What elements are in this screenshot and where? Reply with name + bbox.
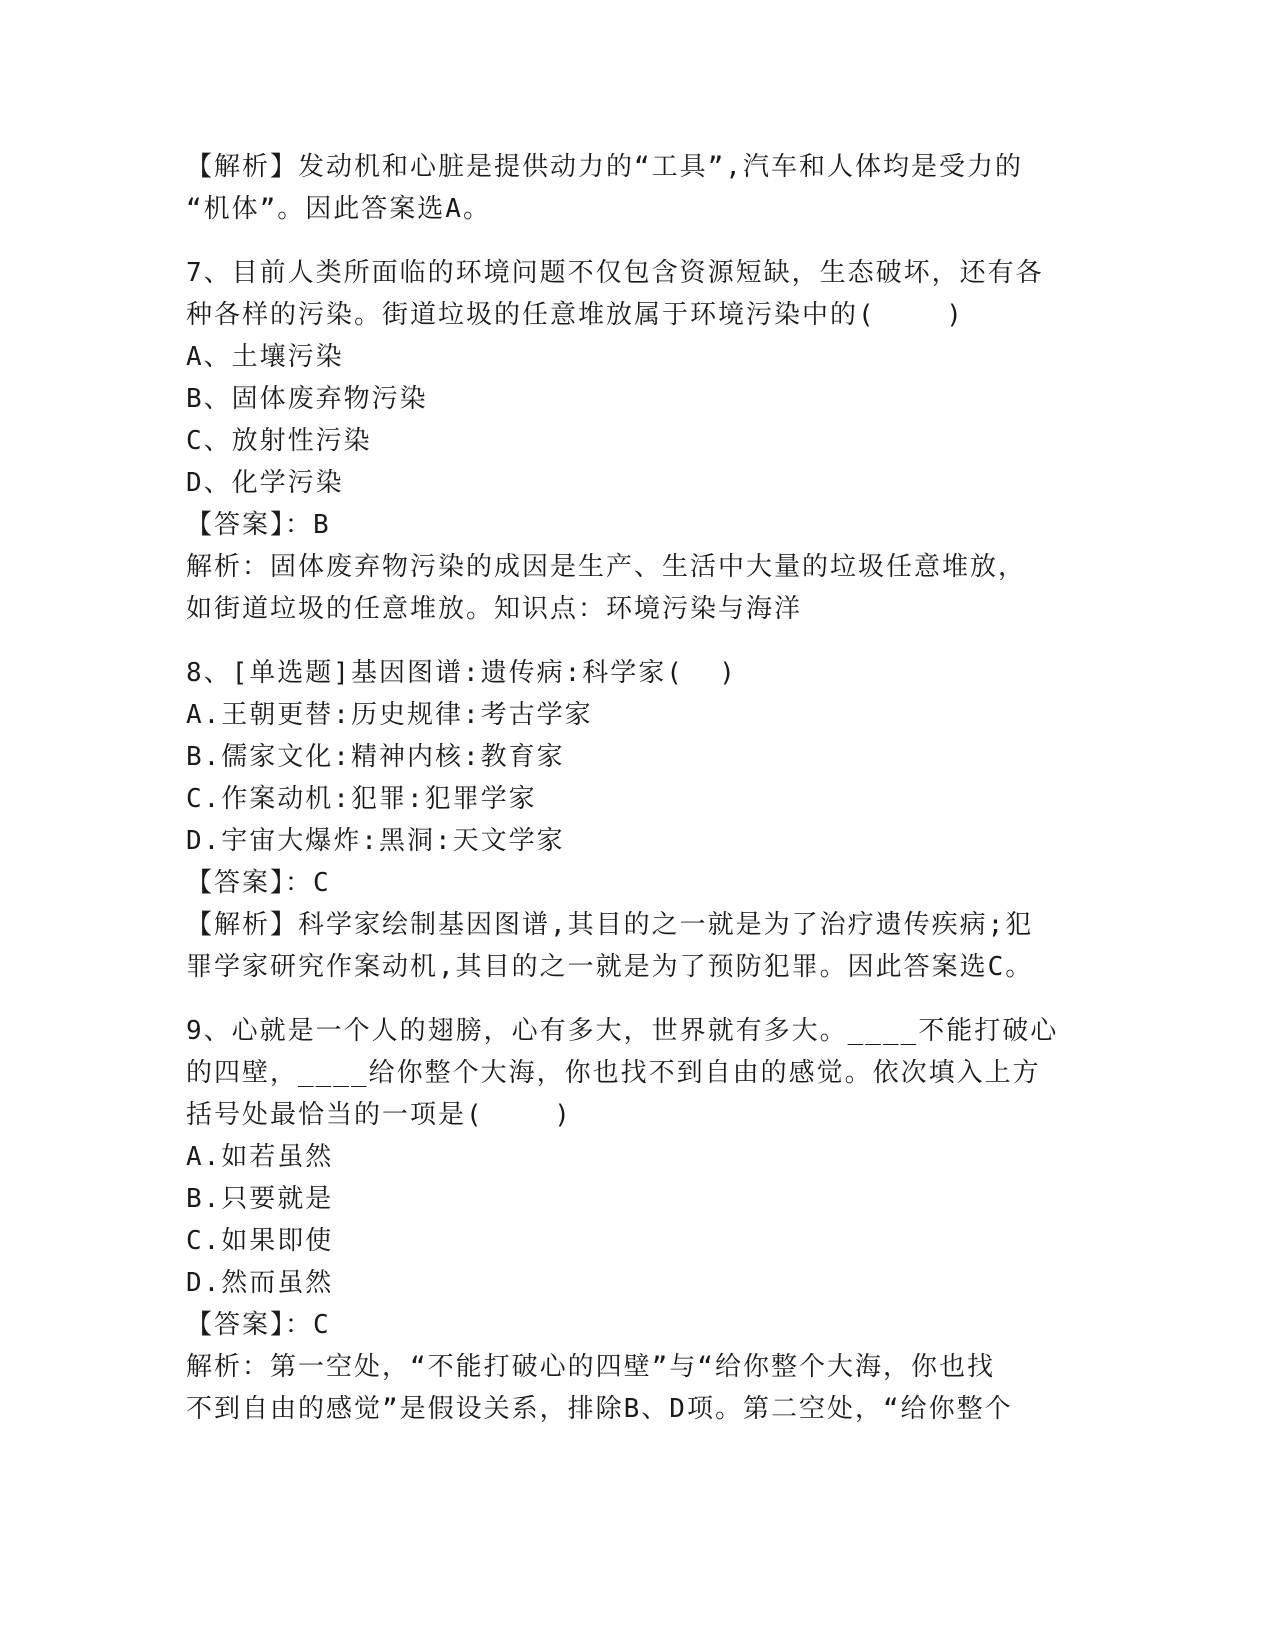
analysis: 解析：第一空处，“不能打破心的四壁”与“给你整个大海，你也找 xyxy=(186,1352,995,1382)
analysis: 如街道垃圾的任意堆放。知识点：环境污染与海洋 xyxy=(186,594,803,624)
answer: 【答案】：C xyxy=(186,1310,331,1340)
analysis: 罪学家研究作案动机,其目的之一就是为了预防犯罪。因此答案选C。 xyxy=(186,952,1034,982)
question-stem: 7、目前人类所面临的环境问题不仅包含资源短缺，生态破坏，还有各 xyxy=(186,258,1044,288)
document-page xyxy=(186,146,1086,1430)
option-a: A.王朝更替:历史规律:考古学家 xyxy=(186,700,593,730)
option-a: A、土壤污染 xyxy=(186,342,344,372)
question-9 xyxy=(186,1010,1086,1430)
analysis: 【解析】科学家绘制基因图谱,其目的之一就是为了治疗遗传疾病;犯 xyxy=(186,910,1034,940)
option-b: B、固体废弃物污染 xyxy=(186,384,428,414)
option-d: D、化学污染 xyxy=(186,468,344,498)
answer: 【答案】：B xyxy=(186,510,331,540)
option-b: B.只要就是 xyxy=(186,1184,334,1214)
question-stem: 种各样的污染。街道垃圾的任意堆放属于环境污染中的( ) xyxy=(186,300,964,330)
option-a: A.如若虽然 xyxy=(186,1142,334,1172)
question-stem: 的四壁，____给你整个大海，你也找不到自由的感觉。依次填入上方 xyxy=(186,1058,1041,1088)
option-c: C.作案动机:犯罪:犯罪学家 xyxy=(186,784,537,814)
option-c: C、放射性污染 xyxy=(186,426,372,456)
analysis: 不到自由的感觉”是假设关系，排除B、D项。第二空处，“给你整个 xyxy=(186,1394,1013,1424)
question-stem: 8、[单选题]基因图谱:遗传病:科学家( ) xyxy=(186,658,737,688)
option-d: D.然而虽然 xyxy=(186,1268,334,1298)
option-c: C.如果即使 xyxy=(186,1226,334,1256)
analysis-block-6 xyxy=(186,146,1086,230)
question-stem: 括号处最恰当的一项是( ) xyxy=(186,1100,572,1130)
answer: 【答案】：C xyxy=(186,868,331,898)
question-stem: 9、心就是一个人的翅膀，心有多大，世界就有多大。____不能打破心 xyxy=(186,1016,1059,1046)
text-line: “机体”。因此答案选A。 xyxy=(186,194,491,224)
analysis: 解析：固体废弃物污染的成因是生产、生活中大量的垃圾任意堆放， xyxy=(186,552,1027,582)
option-d: D.宇宙大爆炸:黑洞:天文学家 xyxy=(186,826,565,856)
question-7 xyxy=(186,252,1086,630)
option-b: B.儒家文化:精神内核:教育家 xyxy=(186,742,565,772)
text-line: 【解析】发动机和心脏是提供动力的“工具”,汽车和人体均是受力的 xyxy=(186,152,1023,182)
question-8 xyxy=(186,652,1086,988)
